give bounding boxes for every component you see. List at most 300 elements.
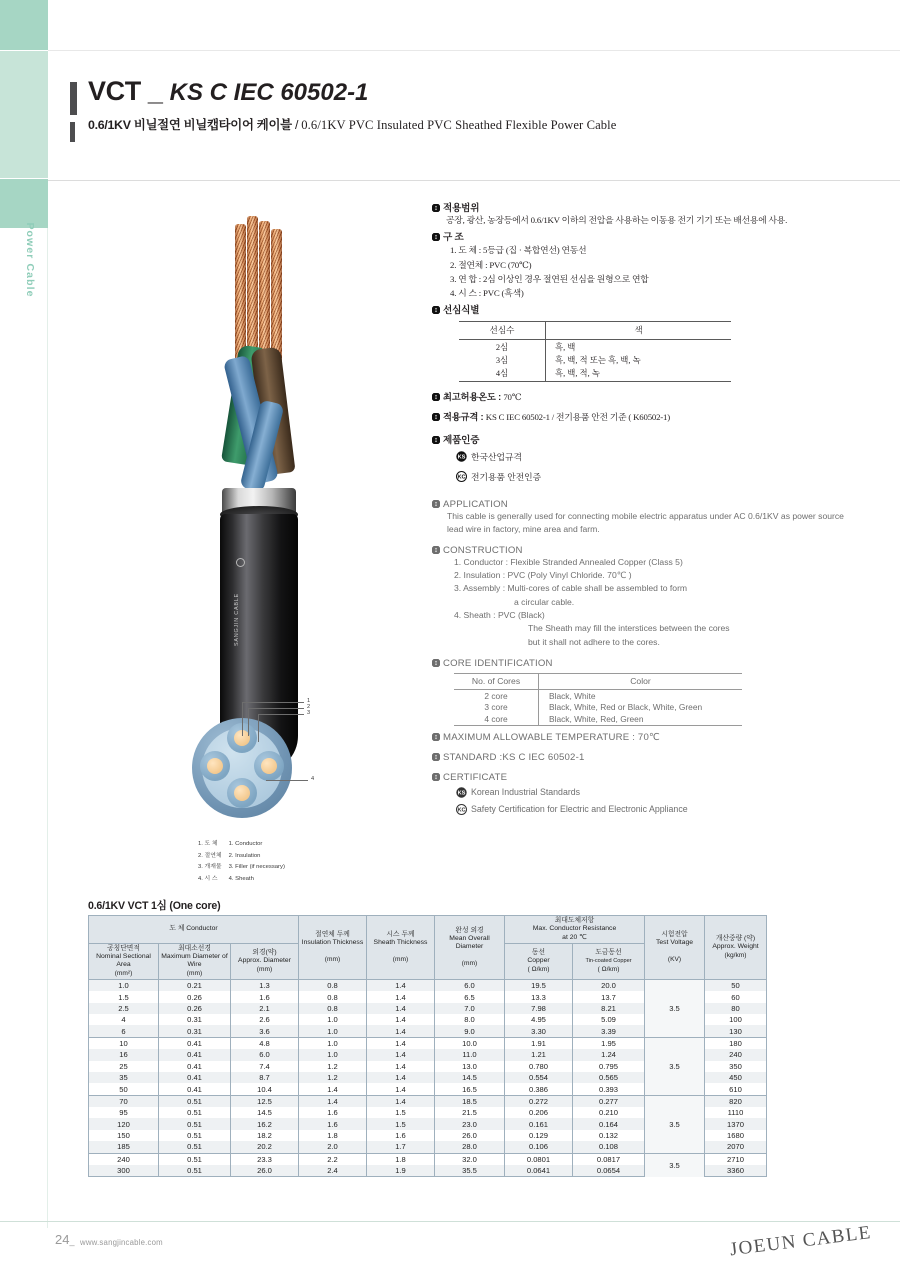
certificate-en-heading [432, 772, 862, 783]
cell-approx-weight: 610 [705, 1083, 767, 1095]
table-row [454, 689, 742, 701]
cell-insulation-thickness: 1.2 [299, 1072, 367, 1083]
cell-approx-diameter: 1.6 [231, 991, 299, 1002]
page-title [88, 78, 870, 105]
col-kr: 동선 [531, 948, 546, 956]
core-id-heading [432, 302, 862, 316]
max-temp-en-line [432, 732, 862, 743]
sidebar-divider [47, 228, 48, 1228]
construction-item: 3. 연 합 : 2심 이상인 경우 절연된 선심을 원형으로 연합 [450, 273, 649, 284]
cell-nominal-area: 6 [89, 1025, 159, 1037]
certificate-text: 한국산업규격 [471, 451, 522, 462]
cell-nominal-area: 240 [89, 1153, 159, 1165]
cell-insulation-thickness: 1.8 [299, 1130, 367, 1141]
callout-label-4: 4 [311, 776, 315, 782]
cell-resistance-copper: 0.780 [505, 1061, 573, 1072]
cell-sheath-thickness: 1.4 [367, 1095, 435, 1107]
square-bullet-icon [432, 233, 440, 241]
cell-cores: 2 core [454, 689, 539, 701]
square-bullet-icon [432, 753, 440, 761]
cell-resistance-tinned: 0.277 [573, 1095, 645, 1107]
cell-approx-diameter: 6.0 [231, 1049, 299, 1060]
cell-approx-diameter: 12.5 [231, 1095, 299, 1107]
col-header-color: Color [539, 673, 743, 689]
cell-sheath-thickness: 1.4 [367, 1025, 435, 1037]
cell-approx-weight: 820 [705, 1095, 767, 1107]
cell-nominal-area: 25 [89, 1061, 159, 1072]
cell-cores: 4 core [454, 713, 539, 725]
cell-mean-overall-diameter: 28.0 [435, 1141, 505, 1153]
cell-max-wire-diameter: 0.41 [159, 1037, 231, 1049]
cell-max-wire-diameter: 0.51 [159, 1153, 231, 1165]
standard-value: KS C IEC 60502-1 / 전기용품 안전 기준 ( K60502-1) [485, 411, 670, 422]
cell-max-wire-diameter: 0.41 [159, 1061, 231, 1072]
standard-en-text: STANDARD :KS C IEC 60502-1 [443, 751, 585, 763]
page-number-separator: _ [69, 1236, 75, 1246]
col-kr: 개산중량 (약) [715, 935, 756, 943]
cable-photograph [190, 196, 340, 682]
cell-nominal-area: 150 [89, 1130, 159, 1141]
core-id-en-heading [432, 658, 862, 669]
legend-en: 4. Sheath [228, 875, 254, 882]
cell-nominal-area: 120 [89, 1118, 159, 1129]
cell-approx-weight: 350 [705, 1061, 767, 1072]
cell-approx-weight: 80 [705, 1003, 767, 1014]
col-kr: 공칭단면적 [107, 944, 140, 952]
legend-kr: 4. 시 스 [198, 875, 218, 882]
cell-max-wire-diameter: 0.26 [159, 1003, 231, 1014]
callout-label-2: 2 [307, 704, 311, 710]
cell-insulation-thickness: 1.6 [299, 1118, 367, 1129]
callout-leader [258, 714, 304, 715]
cell-approx-diameter: 18.2 [231, 1130, 299, 1141]
group-header-conductor: 도 체 Conductor [89, 916, 299, 944]
construction-en-item: 1. Conductor : Flexible Stranded Annealed Copper (Class 5) [454, 556, 683, 567]
table-row [454, 713, 742, 725]
cell-nominal-area: 50 [89, 1083, 159, 1095]
cell-resistance-copper: 0.161 [505, 1118, 573, 1129]
callout-leader [242, 702, 243, 736]
col-kr: 시험전압 [661, 930, 688, 938]
standard-line [432, 409, 862, 423]
cell-nominal-area: 2.5 [89, 1003, 159, 1014]
cell-resistance-tinned: 8.21 [573, 1003, 645, 1014]
cell-insulation-thickness: 0.8 [299, 1003, 367, 1014]
square-bullet-icon [432, 436, 440, 444]
cell-sheath-thickness: 1.4 [367, 991, 435, 1002]
cell-mean-overall-diameter: 14.5 [435, 1072, 505, 1083]
svg-text:KS: KS [457, 454, 466, 461]
page-title-block [70, 78, 870, 133]
cell-approx-diameter: 1.3 [231, 979, 299, 991]
header-rule [48, 180, 900, 181]
construction-en-item-cont: The Sheath may fill the interstices between the cores [528, 623, 730, 634]
cell-max-wire-diameter: 0.21 [159, 979, 231, 991]
cell-resistance-copper: 19.5 [505, 979, 573, 991]
construction-item: 1. 도 체 : 5등급 (집 · 복합연선) 연동선 [450, 245, 587, 256]
col-header-cores: No. of Cores [454, 673, 539, 689]
cell-sheath-thickness: 1.9 [367, 1165, 435, 1177]
col-en: Tin-coated Copper [585, 958, 632, 965]
table-row [459, 366, 731, 381]
legend-kr: 2. 절연체 [198, 852, 222, 859]
square-bullet-icon [432, 773, 440, 781]
cell-approx-weight: 60 [705, 991, 767, 1002]
cell-resistance-copper: 1.91 [505, 1037, 573, 1049]
cell-nominal-area: 4 [89, 1014, 159, 1025]
cell-resistance-tinned: 1.24 [573, 1049, 645, 1060]
legend-kr: 3. 개재물 [198, 864, 222, 871]
cell-insulation-thickness: 0.8 [299, 991, 367, 1002]
kc-mark-icon [456, 471, 467, 482]
cell-max-wire-diameter: 0.26 [159, 991, 231, 1002]
core-id-heading-text: 선심식별 [443, 305, 480, 317]
cell-nominal-area: 300 [89, 1165, 159, 1177]
cell-approx-weight: 240 [705, 1049, 767, 1060]
callout-leader [258, 714, 259, 742]
cell-sheath-thickness: 1.4 [367, 979, 435, 991]
cell-insulation-thickness: 1.0 [299, 1014, 367, 1025]
cell-color: 흑, 백 [555, 342, 576, 352]
cell-mean-overall-diameter: 35.5 [435, 1165, 505, 1177]
sheath-logo-icon [236, 558, 245, 567]
table-group-header-row [89, 916, 767, 944]
footer-url: www.sangjincable.com [80, 1238, 163, 1247]
col-kr: 외경(약) [252, 948, 277, 956]
col-en: Insulation Thickness [301, 939, 364, 947]
cross-section-legend [196, 838, 292, 886]
cell-approx-weight: 1680 [705, 1130, 767, 1141]
construction-heading [432, 229, 862, 243]
cell-cores: 2심 [459, 340, 546, 354]
cell-color: Black, White, Red, Green [549, 713, 644, 724]
max-temp-value: 70℃ [503, 391, 522, 402]
specification-text-column [432, 198, 862, 815]
cell-insulation-thickness: 1.0 [299, 1037, 367, 1049]
col-unit: (mm) [256, 965, 273, 973]
callout-label-1: 1 [307, 698, 311, 704]
table-row [89, 1153, 767, 1165]
cell-nominal-area: 1.0 [89, 979, 159, 991]
construction-en-heading [432, 545, 862, 556]
construction-en-heading-text: CONSTRUCTION [443, 544, 523, 556]
square-bullet-icon [432, 413, 440, 421]
cell-resistance-tinned: 1.95 [573, 1037, 645, 1049]
cell-approx-diameter: 26.0 [231, 1165, 299, 1177]
cell-sheath-thickness: 1.4 [367, 1037, 435, 1049]
square-bullet-icon [432, 306, 440, 314]
col-unit: ( Ω/km) [597, 965, 620, 973]
cell-nominal-area: 10 [89, 1037, 159, 1049]
cell-mean-overall-diameter: 6.5 [435, 991, 505, 1002]
table-row [459, 340, 731, 354]
col-en: Sheath Thickness [373, 939, 428, 947]
col-unit: (KV) [667, 955, 682, 963]
ks-mark-icon [456, 787, 467, 798]
square-bullet-icon [432, 393, 440, 401]
cell-nominal-area: 35 [89, 1072, 159, 1083]
col-kr: 시스 두께 [386, 930, 415, 938]
col-en: Approx. Weight [712, 943, 759, 951]
square-bullet-icon [432, 546, 440, 554]
cell-mean-overall-diameter: 11.0 [435, 1049, 505, 1060]
xsec-core [254, 751, 284, 781]
cell-max-wire-diameter: 0.51 [159, 1165, 231, 1177]
certificate-en-item [456, 804, 862, 815]
cell-approx-weight: 180 [705, 1037, 767, 1049]
square-bullet-icon [432, 733, 440, 741]
col-unit: (mm) [392, 955, 409, 963]
construction-item: 2. 절연체 : PVC (70℃) [450, 259, 532, 270]
application-heading-text: APPLICATION [443, 498, 508, 510]
construction-en-item: 3. Assembly : Multi-cores of cable shall be assembled to form [454, 583, 688, 594]
cell-sheath-thickness: 1.4 [367, 1049, 435, 1060]
col-sheath-thickness [367, 916, 435, 980]
cell-sheath-thickness: 1.4 [367, 1003, 435, 1014]
cell-resistance-tinned: 0.393 [573, 1083, 645, 1095]
legend-en: 3. Filler (if necessary) [228, 864, 285, 871]
cell-insulation-thickness: 1.0 [299, 1025, 367, 1037]
max-temperature-line [432, 389, 862, 403]
cell-max-wire-diameter: 0.41 [159, 1049, 231, 1060]
cell-resistance-copper: 0.129 [505, 1130, 573, 1141]
cell-sheath-thickness: 1.5 [367, 1118, 435, 1129]
cell-insulation-thickness: 2.0 [299, 1141, 367, 1153]
standard-en-line [432, 752, 862, 763]
xsec-core [200, 751, 230, 781]
page-number-value: 24 [55, 1232, 70, 1247]
cell-color: Black, White, Red or Black, White, Green [549, 702, 703, 713]
legend-en: 1. Conductor [228, 841, 263, 847]
subtitle-english: 0.6/1KV PVC Insulated PVC Sheathed Flexible Power Cable [301, 118, 617, 132]
spec-table-title: 0.6/1KV VCT 1심 (One core) [88, 900, 221, 912]
subtitle-separator: / [294, 118, 299, 132]
cell-sheath-thickness: 1.5 [367, 1107, 435, 1118]
cell-mean-overall-diameter: 16.5 [435, 1083, 505, 1095]
square-bullet-icon [432, 500, 440, 508]
cell-insulation-thickness: 0.8 [299, 979, 367, 991]
cell-insulation-thickness: 1.2 [299, 1061, 367, 1072]
cell-sheath-thickness: 1.4 [367, 1061, 435, 1072]
cell-resistance-copper: 0.0641 [505, 1165, 573, 1177]
cell-cores: 3심 [459, 353, 546, 366]
cell-approx-diameter: 2.6 [231, 1014, 299, 1025]
cell-sheath-thickness: 1.6 [367, 1130, 435, 1141]
callout-leader [266, 780, 308, 781]
cross-section-diagram [192, 698, 315, 818]
cell-test-voltage: 3.5 [645, 979, 705, 1037]
cell-approx-weight: 3360 [705, 1165, 767, 1177]
col-en: Test Voltage [655, 939, 694, 947]
cell-approx-diameter: 4.8 [231, 1037, 299, 1049]
cell-resistance-copper: 0.0801 [505, 1153, 573, 1165]
cell-insulation-thickness: 1.0 [299, 1049, 367, 1060]
cell-approx-diameter: 3.6 [231, 1025, 299, 1037]
col-unit: (mm) [186, 969, 203, 977]
page-subtitle [88, 115, 870, 133]
korean-core-table [459, 321, 731, 382]
legend-row [198, 852, 290, 862]
cell-resistance-copper: 0.386 [505, 1083, 573, 1095]
subtitle-korean: 0.6/1KV 비닐절연 비닐캡타이어 케이블 [88, 118, 292, 132]
sidebar [0, 0, 48, 1271]
cell-max-wire-diameter: 0.41 [159, 1083, 231, 1095]
table-header-row [459, 322, 731, 340]
cell-approx-diameter: 14.5 [231, 1107, 299, 1118]
cell-mean-overall-diameter: 7.0 [435, 1003, 505, 1014]
cell-mean-overall-diameter: 6.0 [435, 979, 505, 991]
cell-sheath-thickness: 1.4 [367, 1014, 435, 1025]
table-row [459, 353, 731, 366]
col-approx-weight [705, 916, 767, 980]
spec-table-body [89, 979, 767, 1176]
cell-mean-overall-diameter: 18.5 [435, 1095, 505, 1107]
scope-heading-text: 적용범위 [443, 203, 480, 214]
product-code: VCT _ [88, 76, 163, 106]
col-kr: 도금동선 [595, 948, 622, 956]
table-row [89, 979, 767, 991]
col-header-color: 색 [546, 322, 732, 340]
legend-kr: 1. 도 체 [198, 841, 218, 847]
standard-code: KS C IEC 60502-1 [169, 79, 369, 106]
construction-heading-text: 구 조 [443, 232, 464, 244]
footer-rule [0, 1221, 900, 1222]
callout-label-3: 3 [307, 710, 311, 716]
cell-resistance-copper: 7.98 [505, 1003, 573, 1014]
cell-resistance-tinned: 0.164 [573, 1118, 645, 1129]
standard-label: 적용규격 : [443, 411, 484, 422]
cell-approx-weight: 50 [705, 979, 767, 991]
col-unit: ( Ω/km) [527, 965, 550, 973]
cell-approx-diameter: 8.7 [231, 1072, 299, 1083]
cell-approx-weight: 2070 [705, 1141, 767, 1153]
certificate-en-text: Safety Certification for Electric and Electronic Appliance [471, 804, 688, 815]
cell-nominal-area: 70 [89, 1095, 159, 1107]
col-kr: 완성 외경 [455, 926, 484, 934]
scope-heading [432, 200, 862, 214]
col-en: Nominal Sectional Area [96, 953, 151, 969]
cell-test-voltage: 3.5 [645, 1153, 705, 1177]
cell-insulation-thickness: 1.4 [299, 1095, 367, 1107]
svg-text:KS: KS [457, 790, 466, 797]
cell-resistance-copper: 0.272 [505, 1095, 573, 1107]
cell-max-wire-diameter: 0.51 [159, 1141, 231, 1153]
col-mean-overall-diameter [435, 916, 505, 980]
cell-mean-overall-diameter: 23.0 [435, 1118, 505, 1129]
cell-resistance-tinned: 13.7 [573, 991, 645, 1002]
legend-en: 2. Insulation [228, 852, 261, 859]
cell-insulation-thickness: 1.4 [299, 1083, 367, 1095]
cell-mean-overall-diameter: 21.5 [435, 1107, 505, 1118]
sidebar-block-middle [0, 51, 48, 178]
col-nominal-area [89, 943, 159, 979]
cell-approx-weight: 1370 [705, 1118, 767, 1129]
cell-cores: 4심 [459, 366, 546, 381]
svg-text:KC: KC [457, 474, 466, 481]
cell-approx-weight: 130 [705, 1025, 767, 1037]
cell-resistance-tinned: 0.795 [573, 1061, 645, 1072]
cell-max-wire-diameter: 0.41 [159, 1072, 231, 1083]
cell-nominal-area: 16 [89, 1049, 159, 1060]
certificate-en-item [456, 787, 862, 798]
col-en: Mean Overall Diameter [449, 935, 490, 951]
cell-resistance-copper: 13.3 [505, 991, 573, 1002]
cell-nominal-area: 95 [89, 1107, 159, 1118]
cell-resistance-tinned: 0.210 [573, 1107, 645, 1118]
cell-approx-diameter: 20.2 [231, 1141, 299, 1153]
col-kr: 절연체 두께 [315, 930, 350, 938]
cell-mean-overall-diameter: 26.0 [435, 1130, 505, 1141]
construction-en-item-cont: a circular cable. [514, 596, 575, 607]
certification-heading-text: 제품인증 [443, 434, 480, 446]
certificate-item [456, 450, 862, 463]
cell-nominal-area: 1.5 [89, 991, 159, 1002]
cell-resistance-copper: 4.95 [505, 1014, 573, 1025]
cell-color: 흑, 백, 적 또는 흑, 백, 녹 [555, 355, 641, 365]
cell-color: Black, White [549, 690, 596, 701]
max-temp-en-text: MAXIMUM ALLOWABLE TEMPERATURE : 70℃ [443, 731, 660, 743]
company-logo: JOEUN CABLE [729, 1222, 874, 1261]
svg-text:KC: KC [457, 807, 466, 814]
col-en: Copper [527, 957, 550, 965]
construction-en-item-cont: but it shall not adhere to the cores. [528, 636, 660, 647]
construction-en-item: 2. Insulation : PVC (Poly Vinyl Chloride. 70℃ ) [454, 569, 632, 580]
callout-leader [242, 702, 304, 703]
cell-resistance-copper: 0.554 [505, 1072, 573, 1083]
kc-mark-icon [456, 804, 467, 815]
cell-approx-diameter: 7.4 [231, 1061, 299, 1072]
cell-mean-overall-diameter: 32.0 [435, 1153, 505, 1165]
cell-mean-overall-diameter: 9.0 [435, 1025, 505, 1037]
cell-approx-diameter: 2.1 [231, 1003, 299, 1014]
cell-insulation-thickness: 2.2 [299, 1153, 367, 1165]
certificate-item [456, 470, 862, 483]
certificate-en-text: Korean Industrial Standards [471, 787, 581, 798]
cell-sheath-thickness: 1.4 [367, 1083, 435, 1095]
cell-resistance-tinned: 0.0817 [573, 1153, 645, 1165]
cell-resistance-tinned: 0.108 [573, 1141, 645, 1153]
construction-item: 4. 시 스 : PVC (흑색) [450, 288, 524, 299]
cell-approx-diameter: 16.2 [231, 1118, 299, 1129]
max-temp-label: 최고허용온도 : [443, 391, 501, 402]
table-header-row [454, 673, 742, 689]
specification-table [88, 915, 767, 1177]
title-accent-bar [70, 82, 77, 115]
cell-approx-diameter: 23.3 [231, 1153, 299, 1165]
table-row [89, 1095, 767, 1107]
cell-approx-weight: 2710 [705, 1153, 767, 1165]
col-en: Approx. Diameter [238, 957, 291, 965]
sheath-print-text: SANGJIN CABLE [234, 593, 240, 646]
cell-resistance-tinned: 0.132 [573, 1130, 645, 1141]
col-unit: (mm) [461, 959, 478, 967]
cell-insulation-thickness: 1.6 [299, 1107, 367, 1118]
table-row [454, 701, 742, 713]
cell-sheath-thickness: 1.4 [367, 1072, 435, 1083]
cell-max-wire-diameter: 0.51 [159, 1130, 231, 1141]
legend-row [198, 875, 290, 885]
col-kr: 최대소선경 [178, 944, 211, 952]
cell-approx-weight: 1110 [705, 1107, 767, 1118]
core-id-en-heading-text: CORE IDENTIFICATION [443, 657, 553, 669]
cell-resistance-tinned: 0.0654 [573, 1165, 645, 1177]
construction-list [450, 243, 862, 300]
cell-resistance-tinned: 0.565 [573, 1072, 645, 1083]
col-test-voltage [645, 916, 705, 980]
construction-en-item: 4. Sheath : PVC (Black) [454, 609, 545, 620]
xsec-core [227, 778, 257, 808]
callout-leader [248, 708, 249, 736]
